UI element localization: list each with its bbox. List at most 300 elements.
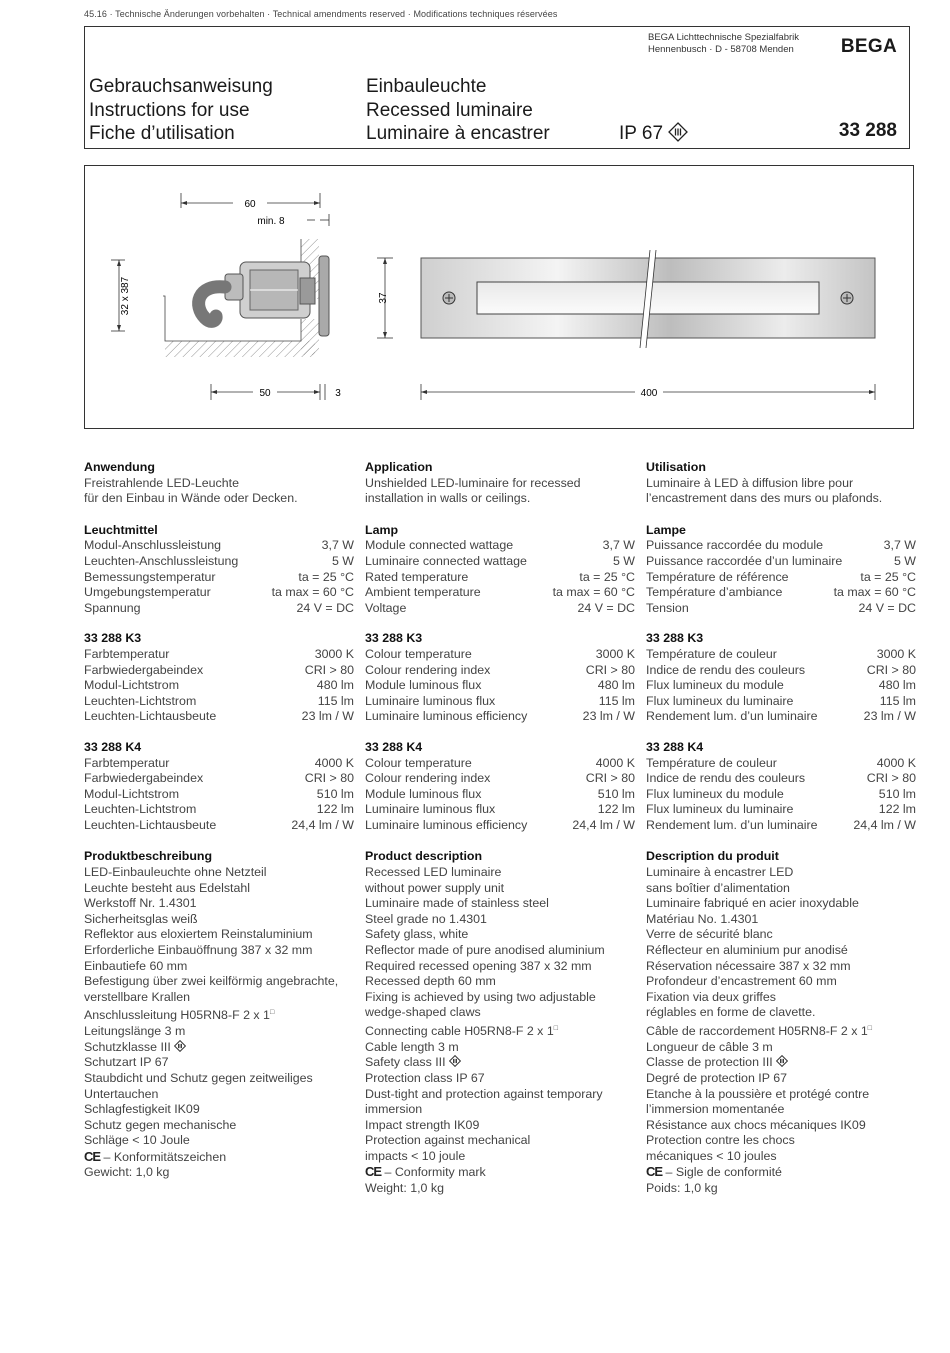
description-text: Required recessed opening 387 x 32 mm [365,958,592,973]
lamp-spec-label: Luminaire connected wattage [365,553,527,568]
application-text: installation in walls or ceilings. [365,491,531,506]
description-list [84,865,354,1181]
floor-hatch [165,341,315,357]
k3-spec-label: Indice de rendu des couleurs [646,662,806,677]
square-symbol: □ [553,1025,558,1032]
description-line [646,990,916,1006]
description-text: Recessed LED luminaire [365,865,502,880]
application-heading: Utilisation [646,460,706,474]
k4-spec-value: 24,4 lm / W [853,817,916,832]
k4-spec-label: Flux lumineux du luminaire [646,802,794,817]
lamp-spec-label: Modul-Anschlussleistung [84,538,222,553]
k4-spec-label: Leuchten-Lichtausbeute [84,817,217,832]
description-text: Câble de raccordement H05RN8-F 2 x 1 [646,1024,868,1039]
description-text: Réflecteur en aluminium pur anodisé [646,943,848,958]
description-line [646,943,916,959]
ce-mark-icon: CE [646,1164,663,1180]
description-text: Dust-tight and protection against temporary [365,1086,603,1101]
description-text: Gewicht: 1,0 kg [84,1165,170,1180]
description-text: Luminaire made of stainless steel [365,896,549,911]
k3-spec-value: 3000 K [314,646,354,661]
lamp-spec-row [365,538,635,554]
safety-class-iii-icon [668,122,688,142]
k3-spec-label: Farbwiedergabeindex [84,662,204,677]
dim-min8: min. 8 [257,216,285,227]
description-line [84,974,354,990]
k4-spec-value: CRI > 80 [304,771,354,786]
k4-spec-value: 510 lm [597,786,635,801]
k3-spec-row [84,678,354,694]
k3-spec-row [84,709,354,725]
k4-spec-value: 510 lm [878,786,916,801]
k3-spec-value: CRI > 80 [866,662,916,677]
k3-spec-row [646,647,916,663]
side-view [111,193,341,400]
lamp-spec-value: 24 V = DC [577,600,635,615]
k4-spec-label: Colour temperature [365,755,472,770]
spacer [84,616,354,631]
square-symbol: □ [269,1009,275,1017]
lamp-heading: Lampe [646,522,686,537]
description-line [365,1102,635,1118]
k3-spec-label: Colour rendering index [365,662,491,677]
connecting-cable [199,287,225,322]
lamp-spec-value: ta = 25 °C [860,569,916,584]
description-text: Protection contre les chocs [646,1133,795,1148]
k4-spec-row [646,787,916,803]
k3-spec-value: 480 lm [597,678,635,693]
lamp-spec-row [84,601,354,617]
description-text: Befestigung über zwei keilförmig angebrachte, [84,974,339,989]
description-line [646,896,916,912]
product-en: Recessed luminaire [366,99,533,121]
product-title [366,75,550,146]
k4-spec-row [365,818,635,834]
description-text: Fixing is achieved by using two adjustable [365,989,596,1004]
safety-class-iii-icon [449,1055,461,1067]
description-line [84,1005,354,1024]
company-location: Hennenbusch · D - 58708 Menden [648,44,794,55]
k4-spec-label: Luminaire luminous efficiency [365,817,528,832]
k4-spec-row [84,802,354,818]
k3-spec-row [365,709,635,725]
document-title [89,75,273,146]
description-text: Profondeur d’encastrement 60 mm [646,974,837,989]
description-line [365,1181,635,1197]
description-text: – Sigle de conformité [665,1165,782,1180]
lamp-spec-label: Umgebungstemperatur [84,585,211,600]
k4-heading: 33 288 K4 [646,739,704,754]
description-line [365,1055,635,1071]
lamp-spec-label: Module connected wattage [365,538,514,553]
k3-spec-label: Température de couleur [646,646,777,661]
description-line [365,1021,635,1040]
k4-spec-label: Farbtemperatur [84,755,170,770]
k4-spec-row [84,771,354,787]
k3-spec-row [365,647,635,663]
description-line [646,881,916,897]
application-text: Luminaire à LED à diffusion libre pour [646,475,854,490]
k3-spec-label: Colour temperature [365,646,472,661]
description-text: Schutz gegen mechanische [84,1117,237,1132]
description-line [84,881,354,897]
description-line [84,1055,354,1071]
k4-spec-row [646,802,916,818]
spacer [84,507,354,523]
k3-spec-value: 480 lm [316,678,354,693]
k3-spec-label: Luminaire luminous flux [365,693,496,708]
bega-logo: BEGA [840,36,897,57]
description-heading: Description du produit [646,849,779,864]
k4-spec-row [84,756,354,772]
description-text: Schlagfestigkeit IK09 [84,1102,200,1117]
description-line [84,1024,354,1040]
description-line [84,1102,354,1118]
lamp-spec-label: Bemessungstemperatur [84,569,216,584]
lamp-spec-row [365,601,635,617]
lamp-spec-value: 5 W [331,553,354,568]
description-text: Luminaire fabriqué en acier inoxydable [646,896,859,911]
k4-spec-row [646,818,916,834]
description-line [84,1165,354,1181]
description-line [84,1071,354,1087]
k4-spec-row [84,787,354,803]
description-text: Impact strength IK09 [365,1117,480,1132]
safety-class-iii-icon [776,1055,788,1067]
k4-spec-value: 4000 K [595,755,635,770]
description-line [646,1021,916,1040]
description-line [646,912,916,928]
description-line [646,1087,916,1103]
lamp-spec-value: ta max = 60 °C [833,585,916,600]
lamp-spec-row [84,585,354,601]
application-text: Freistrahlende LED-Leuchte [84,475,239,490]
lamp-spec-row [84,538,354,554]
title-fr: Fiche d’utilisation [89,123,235,144]
lamp-spec-label: Puissance raccordée d’un luminaire [646,553,843,568]
lamp-spec-label: Puissance raccordée du module [646,538,824,553]
description-text: Schläge < 10 Joule [84,1133,190,1148]
description-line [365,959,635,975]
lamp-heading: Lamp [365,522,399,537]
lamp-spec-value: 24 V = DC [296,600,354,615]
description-line [365,912,635,928]
lamp-spec-label: Température de référence [646,569,789,584]
article-number: 33 288 [838,120,897,141]
spacer [365,833,635,849]
k4-spec-value: 510 lm [316,786,354,801]
description-text: réglables en forme de clavette. [646,1005,816,1020]
description-line [646,927,916,943]
description-text: Matériau No. 1.4301 [646,911,759,926]
description-text: Fixation via deux griffes [646,989,776,1004]
description-text: Staubdicht und Schutz gegen zeitweiliges [84,1070,313,1085]
k4-spec-label: Farbwiedergabeindex [84,771,204,786]
description-text: Recessed depth 60 mm [365,974,496,989]
description-line [84,865,354,881]
safety-class-iii-icon [174,1040,186,1052]
title-de: Gebrauchsanweisung [89,76,273,97]
lamp-spec-row [84,554,354,570]
k4-spec-row [646,771,916,787]
k4-spec-row [365,756,635,772]
description-text: Etanche à la poussière et protégé contre [646,1086,870,1101]
description-line [84,927,354,943]
lamp-spec-value: 3,7 W [602,538,635,553]
k3-spec-label: Modul-Lichtstrom [84,678,180,693]
description-line [646,1102,916,1118]
k4-heading: 33 288 K4 [84,739,142,754]
k4-spec-label: Module luminous flux [365,786,482,801]
front-plate [319,256,329,336]
k3-spec-value: 480 lm [878,678,916,693]
k3-spec-label: Module luminous flux [365,678,482,693]
k3-spec-row [84,694,354,710]
k4-spec-value: CRI > 80 [585,771,635,786]
technical-drawing [84,165,914,429]
description-text: Cable length 3 m [365,1039,459,1054]
description-line [84,912,354,928]
k4-spec-value: 122 lm [316,802,354,817]
description-text: Protection class IP 67 [365,1070,485,1085]
column-fr [646,460,916,1197]
description-text: l’immersion momentanée [646,1102,785,1117]
column-de [84,460,354,1181]
description-line [84,990,354,1006]
k3-spec-row [365,678,635,694]
lamp-spec-value: 24 V = DC [858,600,916,615]
lamp-spec-value: ta = 25 °C [298,569,354,584]
description-line [365,865,635,881]
k3-spec-label: Luminaire luminous efficiency [365,709,528,724]
application-heading: Application [365,460,433,474]
description-text: without power supply unit [365,880,505,895]
header-box [84,26,910,149]
company-name: BEGA Lichttechnische Spezialfabrik [648,32,800,43]
k3-spec-value: 23 lm / W [863,709,916,724]
description-text: Werkstoff Nr. 1.4301 [84,896,197,911]
description-text: Classe de protection III [646,1055,773,1070]
spacer [646,725,916,740]
description-text: Weight: 1,0 kg [365,1181,444,1196]
lamp-spec-row [646,570,916,586]
k4-spec-value: 4000 K [876,755,916,770]
dim-400: 400 [640,388,658,399]
k4-spec-value: 24,4 lm / W [572,817,635,832]
description-line [84,943,354,959]
description-line [646,1005,916,1021]
k4-spec-value: 24,4 lm / W [291,817,354,832]
description-text: impacts < 10 joule [365,1148,466,1163]
description-line [365,1164,635,1181]
k3-spec-row [365,694,635,710]
description-line [365,1005,635,1021]
dim-32x387: 32 x 387 [120,276,131,316]
title-en: Instructions for use [89,99,250,121]
company-address [648,32,799,56]
application-text: für den Einbau in Wände oder Decken. [84,491,298,506]
lamp-spec-row [646,601,916,617]
description-text: Verre de sécurité blanc [646,927,773,942]
description-line [365,974,635,990]
lamp-spec-value: ta max = 60 °C [552,585,635,600]
k3-spec-label: Rendement lum. d’un luminaire [646,709,818,724]
k3-spec-value: 3000 K [595,646,635,661]
k4-spec-label: Flux lumineux du module [646,786,784,801]
description-line [84,959,354,975]
application-heading: Anwendung [84,460,155,474]
lamp-spec-label: Ambient temperature [365,585,481,600]
lamp-spec-row [646,538,916,554]
description-line [646,1133,916,1149]
description-text: Schutzklasse III [84,1039,171,1054]
description-line [646,1118,916,1134]
lamp-spec-label: Spannung [84,600,141,615]
k3-spec-value: 115 lm [317,693,354,708]
lamp-spec-row [84,570,354,586]
lamp-spec-value: ta max = 60 °C [271,585,354,600]
k3-spec-label: Leuchten-Lichtstrom [84,693,197,708]
description-line [84,1040,354,1056]
description-text: Degré de protection IP 67 [646,1070,787,1085]
square-symbol: □ [867,1025,872,1032]
k4-spec-row [84,818,354,834]
description-line [646,1164,916,1181]
description-line [646,1149,916,1165]
k3-spec-row [646,663,916,679]
description-line [365,1087,635,1103]
k4-spec-value: 4000 K [314,755,354,770]
description-heading: Produktbeschreibung [84,849,213,864]
description-line [365,1133,635,1149]
description-text: Untertauchen [84,1086,159,1101]
dim-37: 37 [378,292,389,304]
description-line [84,1118,354,1134]
k4-spec-label: Modul-Lichtstrom [84,786,180,801]
description-text: mécaniques < 10 joules [646,1148,777,1163]
description-line [646,1055,916,1071]
description-text: Longueur de câble 3 m [646,1039,773,1054]
k3-spec-value: 115 lm [879,693,916,708]
description-text: Luminaire à encastrer LED [646,865,794,880]
k4-spec-label: Rendement lum. d’un luminaire [646,817,818,832]
description-line [365,943,635,959]
dimension-drawing [85,166,913,428]
k3-heading: 33 288 K3 [646,631,704,646]
k3-spec-value: 3000 K [876,646,916,661]
lamp-spec-row [365,585,635,601]
k3-spec-label: Flux lumineux du luminaire [646,693,794,708]
k4-spec-row [365,771,635,787]
k4-spec-value: 122 lm [878,802,916,817]
description-line [84,1133,354,1149]
description-list [365,865,635,1197]
spacer [84,833,354,849]
description-text: Steel grade no 1.4301 [365,911,487,926]
description-heading: Product description [365,849,483,864]
lamp-spec-row [646,554,916,570]
product-fr: Luminaire à encastrer [366,123,550,144]
lamp-spec-value: ta = 25 °C [579,569,635,584]
lamp-spec-value: 5 W [893,553,916,568]
lamp-heading: Leuchtmittel [84,522,158,537]
lamp-spec-label: Température d’ambiance [646,585,783,600]
spacer [646,833,916,849]
description-line [646,865,916,881]
lamp-spec-label: Tension [646,600,689,615]
description-text: Erforderliche Einbauöffnung 387 x 32 mm [84,943,313,958]
ce-mark-icon: CE [84,1148,101,1164]
k3-heading: 33 288 K3 [365,631,423,646]
k3-heading: 33 288 K3 [84,631,142,646]
description-text: Sicherheitsglas weiß [84,911,198,926]
k4-spec-row [365,787,635,803]
application-text: l’encastrement dans des murs ou plafonds. [646,491,883,506]
description-text: – Konformitätszeichen [103,1149,227,1164]
k3-spec-value: 115 lm [598,693,635,708]
lamp-spec-label: Voltage [365,600,407,615]
k3-spec-row [646,694,916,710]
k4-spec-value: CRI > 80 [866,771,916,786]
k3-spec-value: 23 lm / W [582,709,635,724]
claw [300,278,315,304]
description-text: Safety glass, white [365,927,469,942]
k4-spec-label: Leuchten-Lichtstrom [84,802,197,817]
description-text: Einbautiefe 60 mm [84,958,188,973]
description-line [84,1087,354,1103]
spacer [84,725,354,740]
k4-spec-label: Colour rendering index [365,771,491,786]
k3-spec-value: 23 lm / W [301,709,354,724]
k3-spec-row [646,709,916,725]
k4-spec-label: Luminaire luminous flux [365,802,496,817]
description-line [646,974,916,990]
ip-rating-text: IP 67 [619,123,664,144]
description-text: Résistance aux chocs mécaniques IK09 [646,1117,866,1132]
spacer [365,616,635,631]
k3-spec-row [84,663,354,679]
k3-spec-row [84,647,354,663]
column-en [365,460,635,1197]
description-line [84,1149,354,1166]
description-text: immersion [365,1102,423,1117]
spacer [646,616,916,631]
description-text: Leuchte besteht aus Edelstahl [84,880,251,895]
k3-spec-label: Leuchten-Lichtausbeute [84,709,217,724]
lamp-spec-value: 3,7 W [321,538,354,553]
description-line [646,1181,916,1197]
description-line [365,1149,635,1165]
dim-60: 60 [244,199,256,210]
description-line [365,881,635,897]
spacer [365,725,635,740]
description-text: Connecting cable H05RN8-F 2 x 1 [365,1024,554,1039]
description-line [365,1118,635,1134]
description-text: Safety class III [365,1055,446,1070]
k4-spec-row [646,756,916,772]
lamp-spec-row [365,570,635,586]
description-text: Réservation nécessaire 387 x 32 mm [646,958,851,973]
ce-mark-icon: CE [365,1164,382,1180]
description-text: Poids: 1,0 kg [646,1181,718,1196]
description-line [365,990,635,1006]
description-text: Schutzart IP 67 [84,1055,169,1070]
k3-spec-value: CRI > 80 [304,662,354,677]
dim-3: 3 [335,388,341,399]
description-line [365,1040,635,1056]
description-list [646,865,916,1197]
ip-rating [619,122,688,145]
